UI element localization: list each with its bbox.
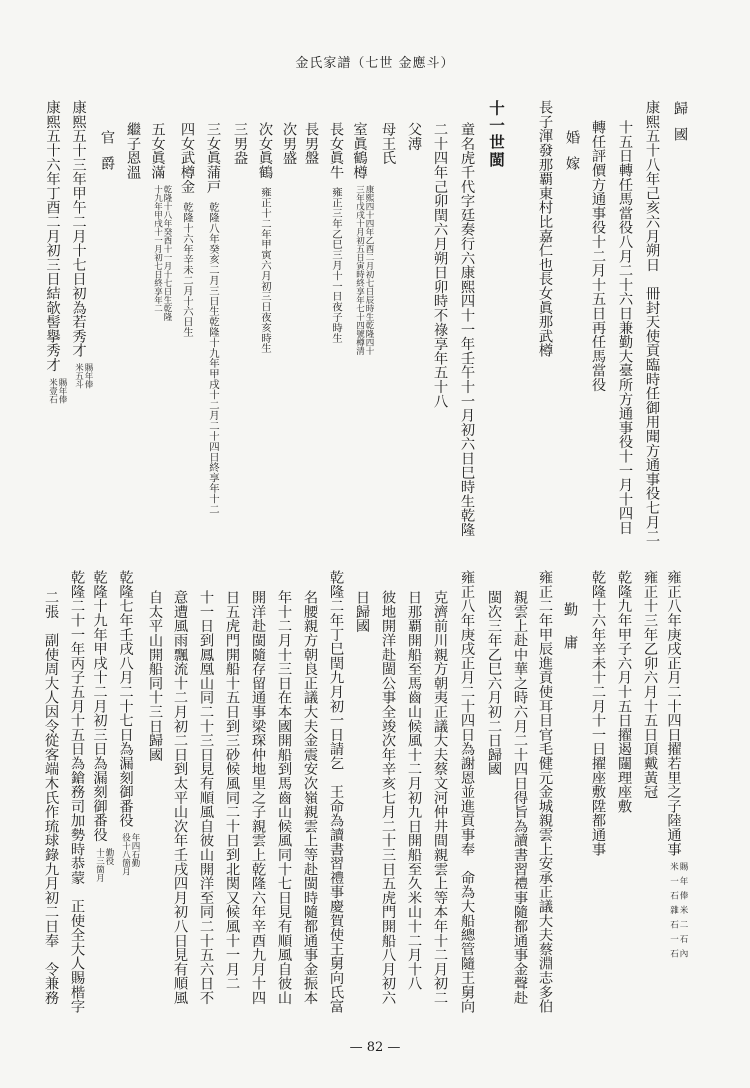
text-column [144,590,166,762]
text-column [247,590,269,1005]
annotation-note: 乾隆十六年辛未二月十六日生 [181,201,193,337]
annotation-note [152,185,171,321]
note-line: 米五斗 [73,363,84,389]
text-column [614,120,636,535]
column-text: 三女眞蒲戸 [205,122,221,194]
text-column [351,590,373,633]
text-column [403,590,425,990]
column-text: 三男盎 [232,122,248,165]
annotation-note [94,848,113,882]
note-line: 勤役 [104,847,114,865]
annotation-note: 雍正三年乙巳三月十一日夜子時生 [330,187,342,344]
column-text: 次女眞鶴 [257,122,273,180]
column-text: 十五日轉任馬當役八月二十六日兼勤大臺所方通事役十一月十四日 [617,120,633,535]
column-text: 母王氏 [380,122,396,165]
child-entry [149,122,171,321]
text-column [195,590,217,1005]
note-line: 十三箇月 [94,847,105,882]
column-text: 父溥 [406,122,422,151]
column-text: 雍正二年甲辰進貢使耳目官毛健元金城親雲上安承正議大夫蔡淵志多伯 [537,570,553,1014]
column-text: 二十四年己卯閏六月朔日卯時不祿享年五十八 [432,122,448,408]
column-text: 年十二月十三日在本國開船到馬齒山候風同十七日見有順風自彼山 [276,590,292,1005]
heading-text: 婚嫁 [564,130,580,182]
column-text: 長女眞牛 [328,122,344,180]
text-column [587,570,609,856]
heir-entry [122,122,144,179]
column-text: 乾隆九年甲子六月十五日擢遏闥理座敷 [616,570,632,814]
child-entry [202,122,224,514]
column-text: 十一日到鳳凰山同二十三日見有順風自彼山開洋至同二十五六日不 [198,590,214,1005]
column-text: 康熙五十八年己亥六月朔日 冊封天使貢臨時任御用聞方通事役七月二 [644,100,660,544]
annotation-note: 雍正十二年甲寅六月初三日夜亥時生 [259,187,271,354]
heading-text: 官爵 [99,130,115,182]
text-column [509,590,531,1005]
child-entry [278,122,300,165]
text-column [40,590,62,1005]
column-text: 長子渾發那覇東村比嘉仁也長女眞那武樽 [537,100,553,358]
column-text: 乾隆十六年辛未十二月十一日擢座敷陞都通事 [590,570,606,856]
text-column [613,570,635,813]
generation-heading [485,100,507,168]
note-line: 康熙四十四年乙酉二月初七日辰時生乾隆四十 [364,185,374,356]
column-text: 康熙五十六年丁酉二月初三日結欹髻擧秀才 [44,100,61,372]
note-line: 賜年俸 [83,363,93,389]
column-text: 次男盛 [281,122,297,165]
text-column [325,570,347,1013]
section-heading-marriage [561,130,583,181]
text-column [429,122,451,408]
text-column [221,590,243,990]
note-line: 年四石勤 [130,833,140,868]
wife-entry [351,122,373,355]
annotation-note [354,185,373,355]
column-text: 雍正八年庚戌正月二十四日擢若里之子陸通事 [665,570,682,856]
annotation-note: 乾隆八年癸亥二月三日生乾隆十九年甲戌十二月二十四日終享年十二 [207,201,219,514]
annotation-note [47,378,66,404]
text-column [665,570,687,964]
column-text: 轉任評價方通事役十二月十五日再任馬當役 [590,120,606,392]
father-entry [403,122,425,151]
section-heading-return [669,101,691,152]
text-column [587,120,609,392]
column-text: 五女眞滿 [149,122,166,180]
text-column [641,100,663,543]
column-text: 開洋赴閩隨存留通事梁琛仲地里之子親雲上乾隆六年辛酉九月十四 [250,590,266,1005]
note-line: 賜年俸 [57,377,67,404]
column-text: 童名虎千代字廷奏行六康熙四十一年壬午十一月初六日巳時生乾隆 [459,122,475,537]
text-column [429,590,451,1005]
note-line: 三年戊戌十月初五日寅時終享年七十四號樽清 [354,185,365,356]
column-text: 克濟前川親方朝夷正議大夫蔡文河仲井間親雲上等本年十二月初二 [432,590,448,1005]
column-text: 彼地開洋赴閩公事全竣次年辛亥七月二十三日五虎門開船八月初六 [380,590,396,1005]
text-column [91,570,113,882]
column-text: 閩次三年乙巳六月初二日歸國 [486,590,502,776]
annotation-note [73,363,92,389]
column-text: 日五虎門開船十五日到三砂候風同二十日到北関又候風十一月二 [224,590,240,991]
running-header: 金氏家譜（七世 金應斗） [295,56,455,71]
column-text: 乾隆二年丁巳閏九月初一日請乞 王命為讀書習禮事慶賀使王舅向氏富 [328,570,344,1014]
child-entry [176,122,198,337]
text-column [66,570,88,1013]
text-column [456,122,478,537]
page-number: — 82 — [349,1040,401,1055]
child-entry [300,122,322,165]
text-column [534,100,556,357]
column-text: 二張 副使周大人因令從客端木氏作琉球錄九月初二日奉 令兼務 [43,590,59,1005]
column-text: 日歸國 [354,590,370,633]
column-text: 雍正八年庚戌正月二十四日為謝恩並進貢事奉 命為大船總管隨王舅向 [459,570,475,1014]
column-text: 繼子恩溫 [125,122,141,180]
column-text: 雍正十三年乙卯六月十五日頂戴黃冠 [642,570,658,799]
column-text: 名腰親方朝良正議大夫金震安次嶺親雲上等赴閩時隨都通事金振本 [302,590,318,1005]
heading-text: 歸國 [672,101,688,153]
annotation-note [668,862,687,964]
text-column [44,100,66,403]
note-line: 十九年甲戌十一月初七日終享年二 [152,185,163,313]
child-entry [229,122,251,165]
text-column [169,590,191,1005]
text-column [273,590,295,1005]
note-line: 米一石雜石一石 [668,862,679,964]
heading-text: 十一世閩 [487,100,506,169]
child-entry [254,122,276,354]
note-line: 乾隆十八年癸酉十一月十七日生乾隆 [162,185,172,322]
text-column [534,570,556,1013]
column-text: 親雲上赴中華之時六月二十四日得旨為讀書習禮事隨都通事金聲赴 [512,590,528,1005]
text-column [117,570,139,876]
section-heading-rank [96,130,118,181]
heading-text: 勤庸 [562,602,578,668]
column-text: 乾隆七年壬戌八月二十七日為漏刻御番役 [117,570,134,828]
column-text: 室眞鶴樽 [351,122,368,180]
child-entry [325,122,347,343]
column-text: 乾隆十九年甲戌十二月初三日為漏刻御番役 [91,570,108,842]
column-text: 四女武樽金 [179,122,195,194]
column-text: 自太平山開船同十三日歸國 [147,590,163,762]
section-heading-service [559,602,581,668]
column-text: 意遭風雨飄流十二月初二日到太平山次年壬戌四月初八日見有順風 [172,590,188,1005]
text-column [483,590,505,776]
column-text: 日那覇開船至馬齒山候風十二月初九日開船至久米山十二月十八 [406,590,422,991]
column-text: 長男盤 [303,122,319,165]
annotation-note [120,833,139,876]
column-text: 乾隆二十一年丙子五月十五日為鎗務司加勢時恭蒙 正使全大人賜楷字 [69,570,85,1014]
text-column [456,570,478,1013]
note-line: 米壹石 [47,377,58,404]
note-line: 役十八箇月 [120,833,131,876]
text-column [377,590,399,1005]
column-text: 康熙五十三年甲午二月十七日初為若秀才 [70,100,87,358]
text-column [639,570,661,799]
mother-entry [377,122,399,165]
text-column [70,100,92,389]
text-column [299,590,321,1005]
note-line: 賜年俸米二石內 [678,862,688,964]
